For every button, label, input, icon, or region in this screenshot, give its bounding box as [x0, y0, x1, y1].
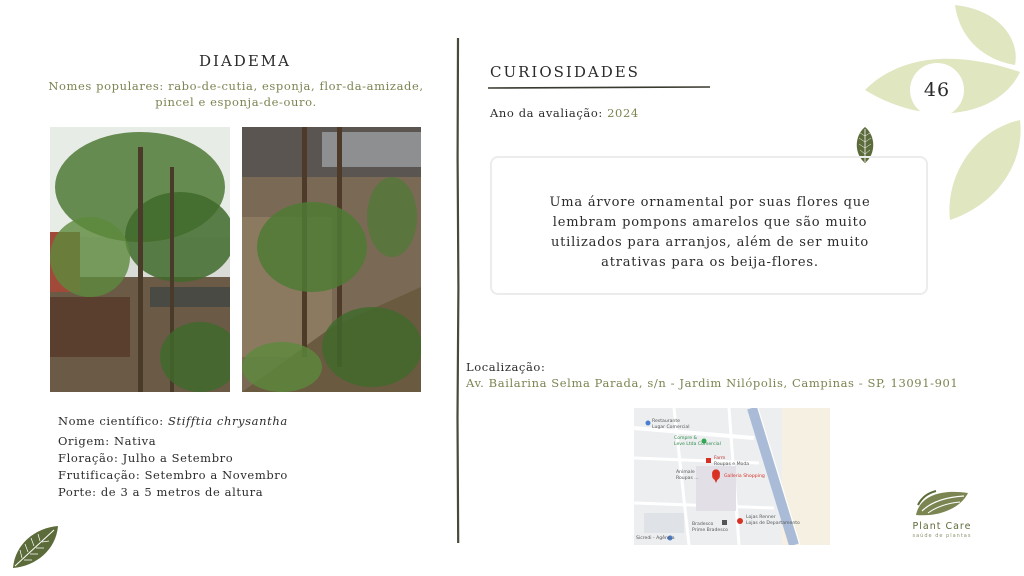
plant-care-logo-icon [914, 487, 970, 519]
location-map[interactable] [634, 408, 830, 545]
photo-illustration [242, 127, 421, 392]
map-label: Bradesco [692, 522, 714, 527]
location-label: Localização: [466, 360, 546, 374]
map-label: Leve Ltda Comercial [674, 442, 721, 447]
photo-illustration [50, 127, 230, 392]
scientific-name-value: Stifftia chrysantha [168, 414, 288, 428]
scientific-name [58, 414, 288, 428]
title-underline [488, 85, 710, 90]
map-label: Restaurante [652, 419, 680, 424]
page-number: 46 [910, 63, 964, 117]
map-label: Animale [676, 470, 695, 475]
plant-title: DIADEMA [199, 52, 291, 70]
fruiting: Frutificação: Setembro a Novembro [58, 468, 288, 482]
year-value: 2024 [607, 106, 639, 120]
evaluation-year [490, 106, 639, 120]
map-label: Roupas e Moda [714, 462, 750, 467]
map-label: Roupas ... [676, 476, 699, 481]
map-label: Galleria Shopping [724, 474, 765, 479]
plant-size: Porte: de 3 a 5 metros de altura [58, 485, 264, 499]
map-label: Lugar Comercial [652, 425, 690, 430]
plant-photo-1 [50, 127, 230, 392]
curiosity-text [510, 193, 910, 273]
year-label: Ano da avaliação: [490, 106, 608, 120]
map-label: Prime Bradesco [692, 528, 728, 533]
popular-names-line: Nomes populares: rabo-de-cutia, esponja, flor-da-amizade, [48, 79, 424, 93]
brand-subtitle: saúde de plantas [912, 533, 972, 539]
popular-names-line: pincel e esponja-de-ouro. [155, 95, 317, 109]
brand-name: Plant Care [912, 521, 972, 532]
vertical-divider [455, 38, 461, 543]
origin: Origem: Nativa [58, 434, 157, 448]
curiosity-line: atrativas para os beija-flores. [601, 255, 819, 270]
popular-names [30, 78, 442, 110]
location-address[interactable]: Av. Bailarina Selma Parada, s/n - Jardim Nilópolis, Campinas - SP, 13091-901 [466, 376, 959, 390]
map-label: Farm [714, 456, 726, 461]
map-label: Sicredi - Agência [636, 536, 675, 541]
curiosity-line: lembram pompons amarelos que são muito [552, 215, 868, 230]
curiosities-title: CURIOSIDADES [490, 63, 640, 81]
leaf-icon [10, 524, 60, 570]
map-label: Compre & [674, 436, 698, 441]
flowering: Floração: Julho a Setembro [58, 451, 234, 465]
plant-photo-2 [242, 127, 421, 392]
map-label: Lojas Renner [746, 515, 776, 520]
curiosity-line: utilizados para arranjos, além de ser muito [550, 235, 870, 250]
scientific-name-label: Nome científico: [58, 414, 169, 428]
curiosity-line: Uma árvore ornamental por suas flores que [549, 195, 871, 210]
map-label: Lojas de Departamento [746, 521, 800, 526]
